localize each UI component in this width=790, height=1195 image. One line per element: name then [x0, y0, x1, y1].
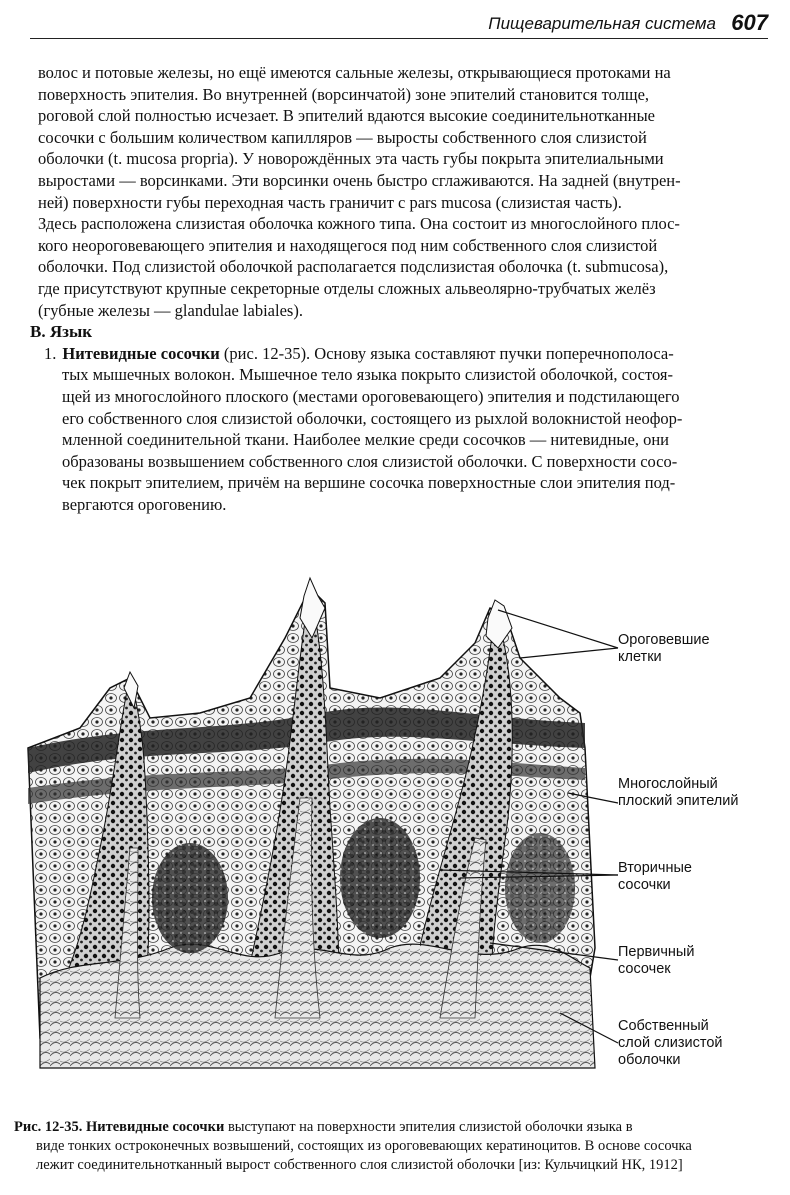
text-line: оболочки. Под слизистой оболочкой располагается подслизистая оболочка (t. submucosa), — [38, 257, 669, 277]
text-line: вергаются ороговению. — [62, 494, 227, 514]
running-head-title: Пищеварительная система — [488, 14, 716, 33]
label-primary-papilla — [618, 944, 694, 978]
label-line: плоский эпителий — [618, 793, 739, 809]
text-line — [44, 343, 768, 365]
label-secondary-papillae — [618, 860, 692, 894]
label-lamina-propria — [618, 1018, 723, 1069]
page-number: 607 — [731, 10, 768, 35]
text-line: его собственного слоя слизистой оболочки, состоящего из рыхлой волокнистой неофор- — [62, 408, 683, 428]
list-item-filiform — [30, 343, 768, 516]
label-line: Собственный — [618, 1018, 709, 1034]
running-head — [30, 8, 768, 39]
label-line: сосочек — [618, 961, 671, 977]
text-line: оболочки (t. mucosa propria). У новорождённых эта часть губы покрыта эпителиальными — [38, 149, 664, 169]
label-stratified-epithelium — [618, 776, 738, 810]
text-line: щей из многослойного плоского (местами ороговевающего) эпителия и подстилающего — [62, 386, 680, 406]
label-line: Вторичные — [618, 860, 692, 876]
text-line: чек покрыт эпителием, причём на вершине сосочка поверхностные слои эпителия под- — [62, 473, 676, 493]
item-number: 1. — [44, 343, 57, 363]
label-line: Ороговевшие — [618, 632, 710, 648]
item-lead: Нитевидные сосочки — [62, 343, 220, 363]
section-heading: В. Язык — [30, 322, 93, 342]
item-first-rest: (рис. 12-35). Основу языка составляют пучки поперечнополоса- — [219, 343, 674, 363]
text-line: образованы возвышением собственного слоя слизистой оболочки. С поверхности сосо- — [62, 451, 678, 471]
text-line: кого неороговевающего эпителия и находящегося под ним собственного слоя слизистой — [38, 235, 658, 255]
label-line: клетки — [618, 649, 662, 665]
figure-filiform-papillae — [20, 548, 780, 1108]
text-line: выростами — ворсинками. Эти ворсинки очень быстро сглаживаются. На задней (внутрен- — [38, 170, 681, 190]
caption-line: виде тонких остроконечных возвышений, состоящих из ороговевающих кератиноцитов. В основе сосочка — [36, 1138, 692, 1154]
text-line: где присутствуют крупные секреторные отделы сложных альвеолярно-трубчатых желёз — [38, 278, 656, 298]
paragraph-lip — [30, 62, 768, 321]
text-line: ней) поверхности губы переходная часть граничит с pars mucosa (слизистая часть). — [38, 192, 622, 212]
figure-caption — [14, 1118, 770, 1175]
text-line: тых мышечных волокон. Мышечное тело языка покрыто слизистой оболочкой, состоя- — [62, 365, 673, 385]
caption-line: лежит соединительнотканный вырост собственного слоя слизистой оболочки [из: Кульчицкий НК, 1912] — [36, 1157, 683, 1173]
label-line: Многослойный — [618, 776, 718, 792]
label-keratinized-cells — [618, 632, 710, 666]
label-line: Первичный — [618, 944, 695, 960]
text-line: поверхность эпителия. Во внутренней (ворсинчатой) зоне эпителий становится толще, — [38, 84, 650, 104]
caption-line — [14, 1118, 770, 1137]
text-line: волос и потовые железы, но ещё имеются сальные железы, открывающиеся протоками на — [38, 63, 671, 82]
caption-rest: выступают на поверхности эпителия слизистой оболочки языка в — [224, 1119, 633, 1135]
text-line: мленной соединительной ткани. Наиболее мелкие среди сосочков — нитевидные, они — [62, 430, 670, 450]
label-line: оболочки — [618, 1052, 681, 1068]
text-line: сосочки с большим количеством капилляров — выросты собственного слоя слизистой — [38, 127, 647, 147]
body-text — [30, 62, 768, 515]
text-line: роговой слой полностью исчезает. В эпителий вдаются высокие соединительнотканные — [38, 106, 656, 126]
label-line: слой слизистой — [618, 1035, 723, 1051]
text-line: (губные железы — glandulae labiales). — [38, 300, 303, 320]
caption-lead: Рис. 12-35. Нитевидные сосочки — [14, 1119, 225, 1135]
label-line: сосочки — [618, 877, 671, 893]
text-line: Здесь расположена слизистая оболочка кожного типа. Она состоит из многослойного плос- — [38, 214, 680, 234]
